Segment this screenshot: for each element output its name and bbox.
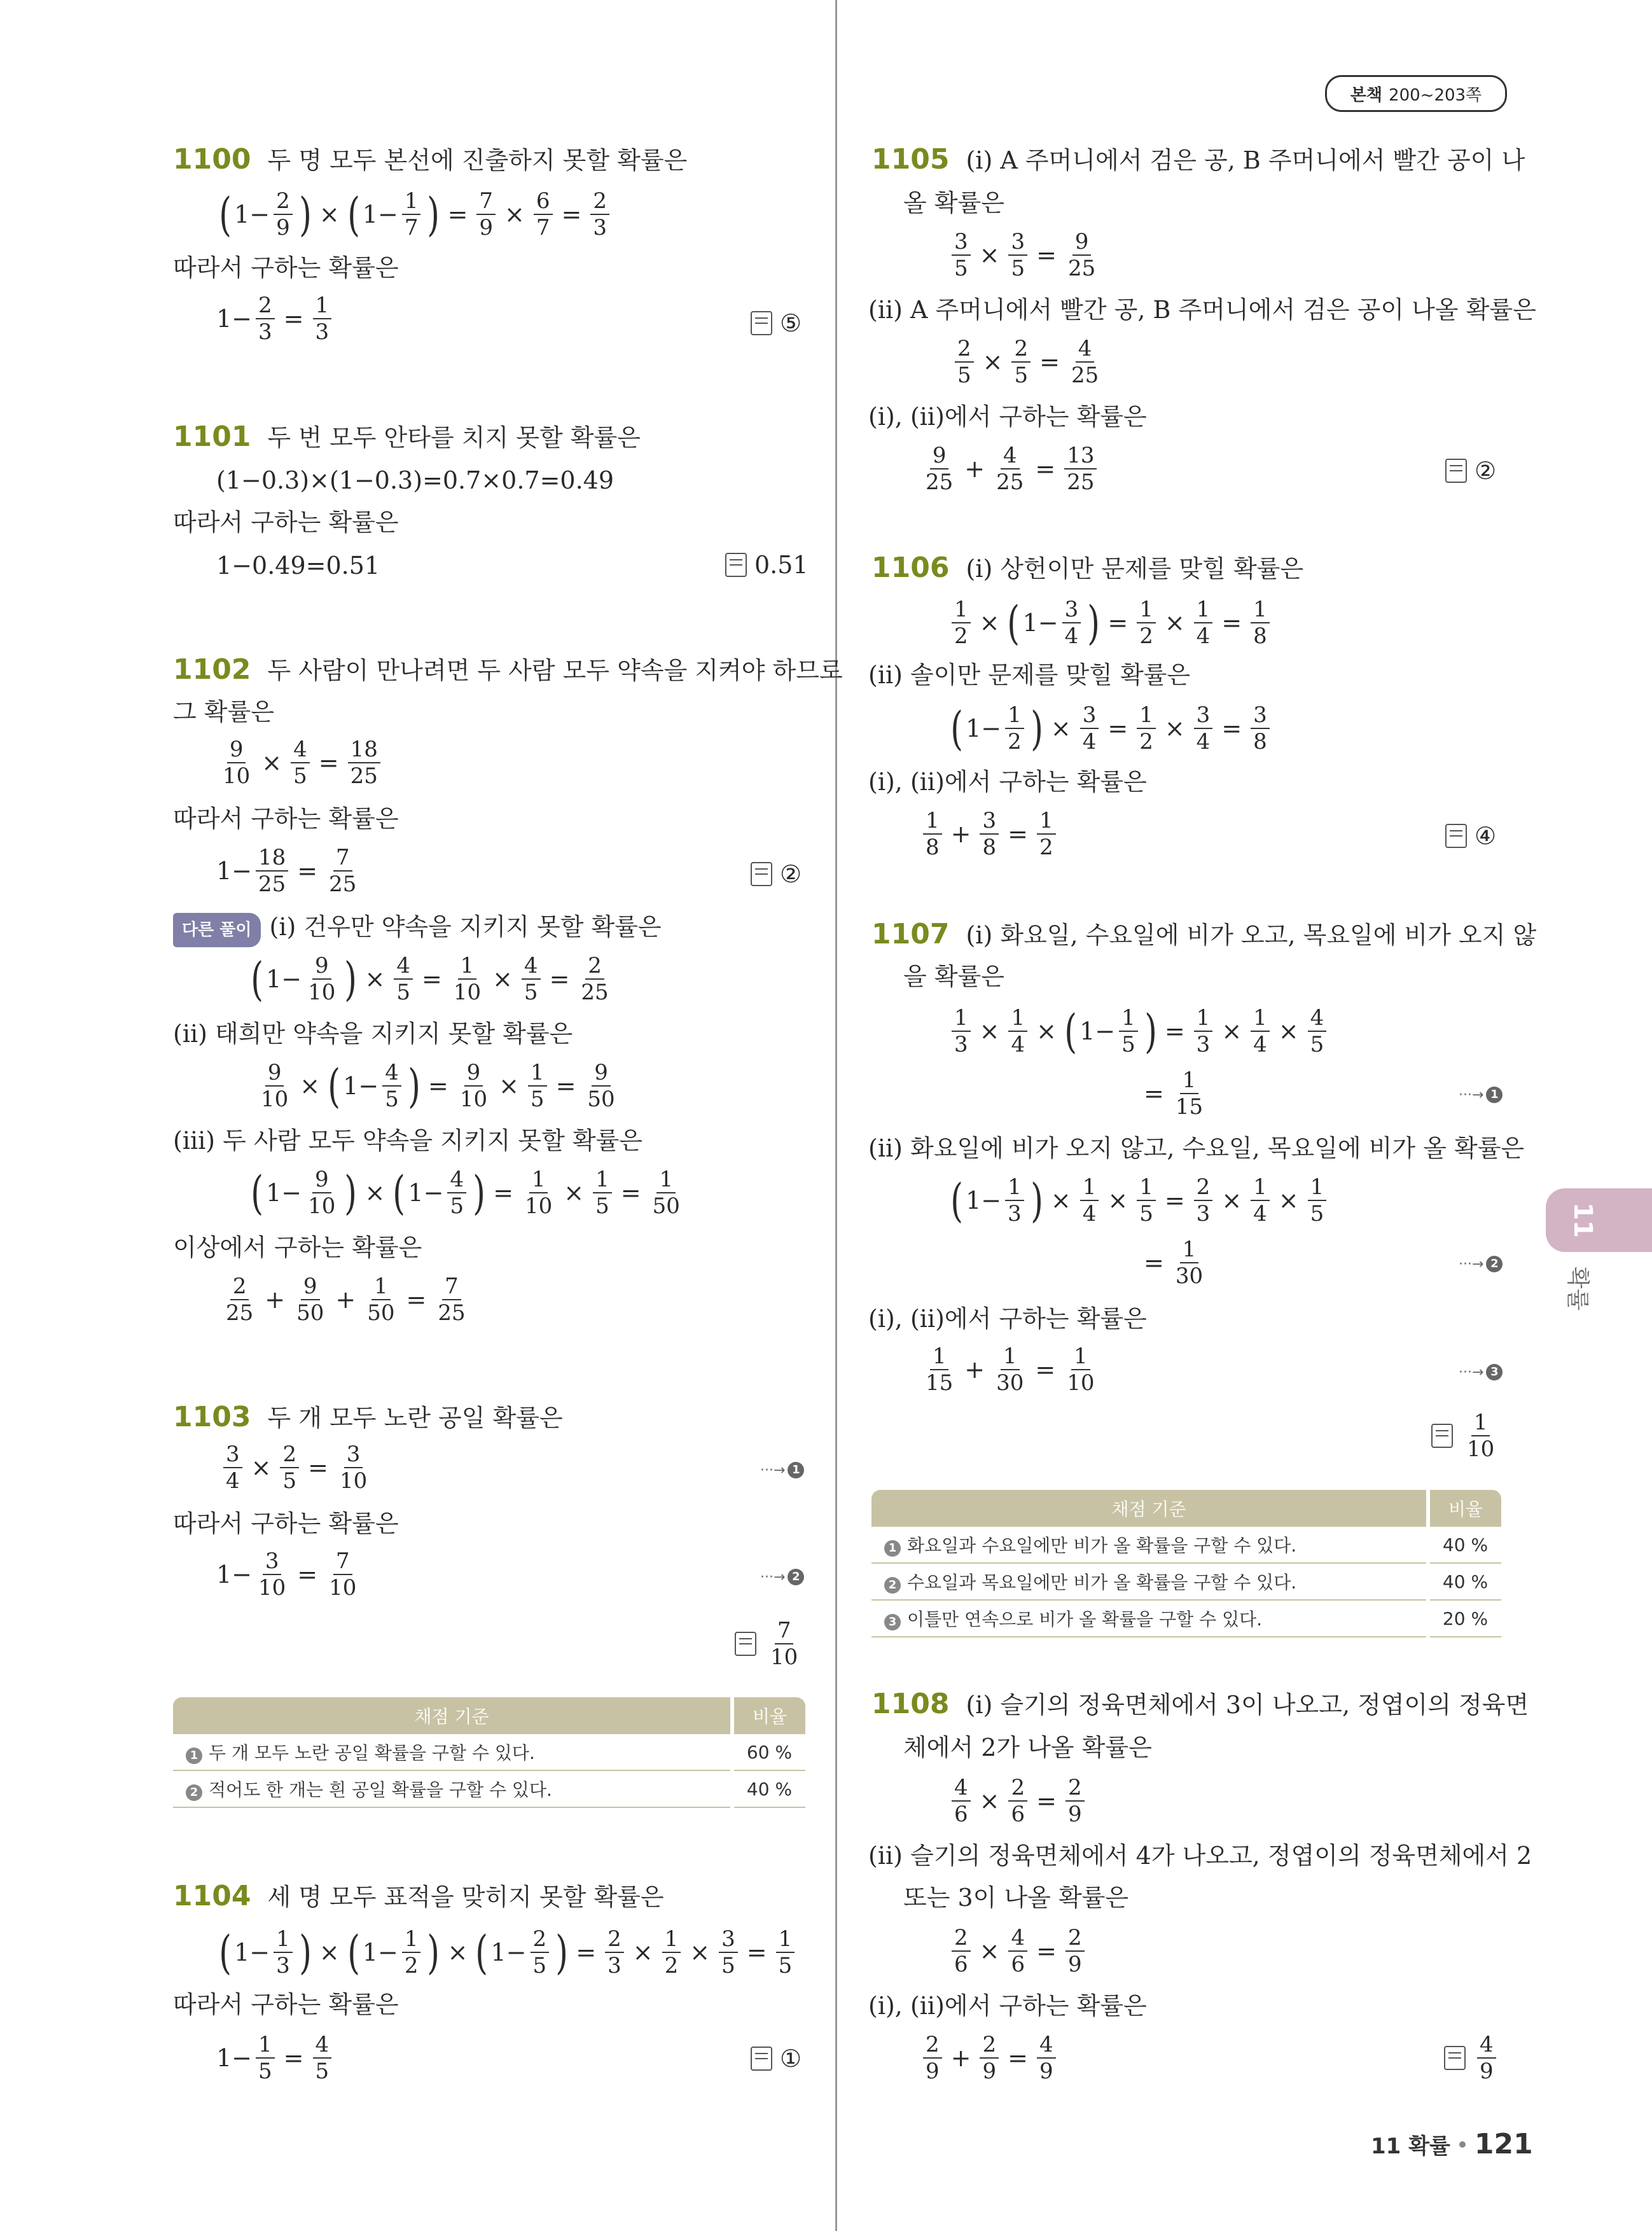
problem-1107-expr3: $\frac{1}{15}$ + $\frac{1}{30}$ = $\frac{1}{10}$: [926, 1344, 1095, 1396]
problem-1102-alt2: (ⅱ) 태희만 약속을 지키지 못할 확률은: [173, 1020, 573, 1048]
problem-text: (ⅰ) 슬기의 정육면체에서 3이 나오고, 정엽이의 정육면: [966, 1691, 1529, 1719]
answer-icon: [1444, 2046, 1466, 2070]
problem-1102-alt2-expr: $\frac{9}{10}$ × ( 1− $\frac{4}{5}$ ) = $\frac{9}{10}$ × $\frac{1}{5}$ = $\frac{9}{50}$: [261, 1059, 615, 1113]
footer-chapter: 11 확률: [1371, 2134, 1450, 2159]
problem-1105-c3: (ⅰ), (ⅱ)에서 구하는 확률은: [868, 403, 1147, 431]
column-divider: [835, 0, 837, 2231]
scoring-table-1107: [871, 1490, 1501, 1637]
answer-icon: [735, 1632, 756, 1656]
step-marker-3: ···→ 3: [1459, 1364, 1503, 1380]
chapter-tab: [1546, 1188, 1652, 1252]
step-marker-1: ···→ 1: [760, 1462, 804, 1478]
answer-1105: [1445, 457, 1496, 485]
problem-1102-intro: [173, 655, 843, 685]
problem-text: (ⅰ) 상헌이만 문제를 맞힐 확률은: [966, 555, 1304, 583]
step-marker-1: ···→ 1: [1459, 1087, 1503, 1103]
answer-value: ①: [780, 2045, 802, 2073]
problem-1106-expr3: $\frac{1}{8}$ + $\frac{3}{8}$ = $\frac{1}{2}$: [919, 809, 1060, 859]
problem-text: 두 개 모두 노란 공일 확률은: [267, 1404, 563, 1432]
answer-1103: $\frac{7}{10}$: [735, 1619, 804, 1669]
problem-1102-alt4: 이상에서 구하는 확률은: [173, 1234, 422, 1261]
problem-1107-expr2: ( 1− $\frac{1}{3}$ ) × $\frac{1}{4}$ × $\frac{1}{5}$ = $\frac{2}{3}$ × $\frac{1}{4}$ × $\frac{1}{5}$: [948, 1176, 1330, 1225]
problem-1105-c1: [871, 145, 1525, 175]
step-marker-2: ···→ 2: [1459, 1256, 1503, 1272]
problem-1102-expr2: 1− $\frac{18}{25}$ = $\frac{7}{25}$: [216, 845, 357, 897]
problem-number: 1102: [173, 653, 251, 686]
problem-text: 세 명 모두 표적을 맞히지 못할 확률은: [267, 1883, 664, 1911]
answer-1100: [751, 309, 802, 337]
problem-1107-c1: [871, 920, 1536, 950]
table-header: 비율: [1428, 1490, 1501, 1527]
problem-1107-expr1b: = $\frac{1}{15}$: [1144, 1067, 1204, 1120]
page-ref-label: 본책: [1350, 85, 1383, 105]
problem-1106-expr2: ( 1− $\frac{1}{2}$ ) × $\frac{3}{4}$ = $\frac{1}{2}$ × $\frac{3}{4}$ = $\frac{3}{8}$: [948, 704, 1274, 753]
problem-1106-expr1: $\frac{1}{2}$ × ( 1− $\frac{3}{4}$ ) = $\frac{1}{2}$ × $\frac{1}{4}$ = $\frac{1}{8}$: [948, 598, 1274, 648]
problem-1101-intro: [173, 422, 641, 452]
problem-1102-alt3: (ⅲ) 두 사람 모두 약속을 지키지 못할 확률은: [173, 1127, 642, 1155]
answer-1106: [1445, 822, 1496, 850]
page-ref-badge: [1325, 75, 1507, 112]
table-row: 3 이틀만 연속으로 비가 올 확률을 구할 수 있다. 20 %: [871, 1600, 1501, 1637]
answer-value: ⑤: [780, 309, 802, 337]
problem-1108-expr3: $\frac{2}{9}$ + $\frac{2}{9}$ = $\frac{4}{9}$: [919, 2033, 1060, 2083]
fraction: $\frac{2}{9}$: [274, 190, 293, 239]
problem-1100-intro: [173, 145, 687, 175]
problem-text: (ⅰ) 화요일, 수요일에 비가 오고, 목요일에 비가 오지 않: [966, 921, 1537, 949]
problem-1102-intro2: 그 확률은: [173, 698, 274, 726]
answer-value: ④: [1475, 822, 1497, 850]
problem-number: 1107: [871, 918, 950, 950]
problem-1103-intro: [173, 1403, 563, 1433]
scoring-table-1103: [173, 1697, 805, 1808]
answer-1107: $\frac{1}{10}$: [1431, 1411, 1501, 1461]
step-marker-2: ···→ 2: [760, 1569, 804, 1585]
footer-dot: [1459, 2141, 1466, 2148]
footer: [1371, 2128, 1533, 2160]
problem-text: (ⅰ) A 주머니에서 검은 공, B 주머니에서 빨간 공이 나: [966, 146, 1525, 174]
problem-1107-expr1: $\frac{1}{3}$ × $\frac{1}{4}$ × ( 1− $\frac{1}{5}$ ) = $\frac{1}{3}$ × $\frac{1}{4}$ × $\frac{4}{5}$: [948, 1006, 1330, 1056]
problem-1108-c2: (ⅱ) 슬기의 정육면체에서 4가 나오고, 정엽이의 정육면체에서 2: [868, 1842, 1532, 1870]
problem-1107-c3: (ⅰ), (ⅱ)에서 구하는 확률은: [868, 1305, 1147, 1333]
answer-value: ②: [1475, 457, 1497, 485]
problem-1108-expr2: $\frac{2}{6}$ × $\frac{4}{6}$ = $\frac{2}{9}$: [948, 1926, 1088, 1976]
problem-1105-c2: (ⅱ) A 주머니에서 빨간 공, B 주머니에서 검은 공이 나올 확률은: [868, 296, 1536, 324]
problem-1104-expr1: ( 1− $\frac{1}{3}$ ) × ( 1− $\frac{1}{2}$ ) × ( 1− $\frac{2}{5}$ ) = $\frac{2}{3}$ × $\frac{1}{2}$ × $\frac{3}{5}$ = $\frac{1}{5}$: [216, 1928, 798, 1977]
answer-value: 0.51: [754, 551, 809, 579]
answer-1101: [725, 551, 809, 579]
problem-number: 1101: [173, 420, 251, 453]
table-header: 비율: [732, 1697, 805, 1734]
answer-1108: $\frac{4}{9}$: [1444, 2033, 1500, 2083]
answer-value: ②: [780, 860, 802, 888]
footer-page: 121: [1474, 2128, 1533, 2160]
problem-1102-alt3-expr: ( 1− $\frac{9}{10}$ ) × ( 1− $\frac{4}{5}$ ) = $\frac{1}{10}$ × $\frac{1}{5}$ = $\frac{1}{50}$: [251, 1166, 680, 1220]
problem-1106-c1: [871, 553, 1303, 583]
problem-1102-then: 따라서 구하는 확률은: [173, 805, 399, 833]
problem-1103-then: 따라서 구하는 확률은: [173, 1510, 399, 1538]
problem-1101-expr2: 1−0.49=0.51: [216, 552, 380, 580]
fraction: $\frac{1}{7}$: [402, 190, 421, 239]
table-row: 2 적어도 한 개는 흰 공일 확률을 구할 수 있다. 40 %: [173, 1770, 805, 1807]
problem-1102-alt1: [173, 912, 662, 947]
problem-1108-c2b: 또는 3이 나올 확률은: [903, 1884, 1129, 1912]
page-ref-pages: 200~203쪽: [1389, 85, 1482, 105]
problem-text: 두 명 모두 본선에 진출하지 못할 확률은: [267, 146, 688, 174]
problem-1105-expr2: $\frac{2}{5}$ × $\frac{2}{5}$ = $\frac{4}{25}$: [951, 337, 1105, 387]
problem-1107-expr2b: = $\frac{1}{30}$: [1144, 1237, 1204, 1289]
problem-text: 두 번 모두 안타를 치지 못할 확률은: [267, 424, 641, 452]
table-row: 1 두 개 모두 노란 공일 확률을 구할 수 있다. 60 %: [173, 1734, 805, 1770]
problem-number: 1100: [173, 143, 251, 176]
problem-1102-alt1-expr: ( 1− $\frac{9}{10}$ ) × $\frac{4}{5}$ = $\frac{1}{10}$ × $\frac{4}{5}$ = $\frac{2}{25}$: [251, 952, 609, 1006]
problem-1102-expr1: $\frac{9}{10}$ × $\frac{4}{5}$ = $\frac{18}{25}$: [216, 738, 384, 788]
problem-1101-then: 따라서 구하는 확률은: [173, 508, 399, 536]
problem-1106-c3: (ⅰ), (ⅱ)에서 구하는 확률은: [868, 768, 1147, 796]
chapter-tab-number: 11: [1567, 1202, 1597, 1238]
problem-number: 1105: [871, 143, 950, 176]
problem-1102-alt4-expr: $\frac{2}{25}$ + $\frac{9}{50}$ + $\frac{1}{50}$ = $\frac{7}{25}$: [226, 1274, 466, 1326]
problem-1108-c1b: 체에서 2가 나올 확률은: [903, 1734, 1152, 1762]
problem-1104-then: 따라서 구하는 확률은: [173, 1991, 399, 2019]
problem-1106-c2: (ⅱ) 솔이만 문제를 맞힐 확률은: [868, 661, 1191, 689]
table-header: 채점 기준: [871, 1490, 1428, 1527]
problem-1103-expr1: $\frac{3}{4}$ × $\frac{2}{5}$ = $\frac{3}{10}$: [219, 1443, 373, 1492]
problem-1108-expr1: $\frac{4}{6}$ × $\frac{2}{6}$ = $\frac{2}{9}$: [948, 1776, 1088, 1826]
answer-icon: [1445, 824, 1467, 848]
alt-text: (ⅰ) 건우만 약속을 지키지 못할 확률은: [269, 913, 662, 941]
answer-icon: [751, 2047, 772, 2071]
problem-1100-then: 따라서 구하는 확률은: [173, 254, 399, 282]
alt-solution-badge: 다른 풀이: [173, 913, 261, 947]
table-header: 채점 기준: [173, 1697, 732, 1734]
problem-number: 1108: [871, 1688, 950, 1720]
answer-icon: [751, 311, 772, 335]
answer-1104: [751, 2045, 802, 2073]
problem-text: 두 사람이 만나려면 두 사람 모두 약속을 지켜야 하므로: [267, 657, 843, 685]
answer-icon: [1431, 1424, 1453, 1448]
problem-1105-expr3: $\frac{9}{25}$ + $\frac{4}{25}$ = $\frac{13}{25}$: [919, 444, 1100, 494]
answer-icon: [725, 553, 747, 577]
problem-1107-c1b: 을 확률은: [903, 963, 1004, 990]
problem-1108-c3: (ⅰ), (ⅱ)에서 구하는 확률은: [868, 1992, 1147, 2020]
chapter-tab-label: 확률: [1564, 1266, 1591, 1311]
problem-number: 1104: [173, 1880, 251, 1912]
problem-number: 1106: [871, 552, 950, 584]
problem-1101-expr1: (1−0.3)×(1−0.3)=0.7×0.7=0.49: [216, 466, 614, 494]
table-row: 1 화요일과 수요일에만 비가 올 확률을 구할 수 있다. 40 %: [871, 1527, 1501, 1563]
problem-1104-expr2: 1− $\frac{1}{5}$ = $\frac{4}{5}$: [216, 2033, 335, 2083]
problem-1105-expr1: $\frac{3}{5}$ × $\frac{3}{5}$ = $\frac{9}{25}$: [948, 230, 1102, 280]
problem-1103-expr2: 1− $\frac{3}{10}$ = $\frac{7}{10}$: [216, 1548, 357, 1601]
answer-1102: [751, 860, 802, 888]
problem-number: 1103: [173, 1401, 251, 1433]
problem-1100-expr2: 1− $\frac{2}{3}$ = $\frac{1}{3}$: [216, 294, 335, 344]
problem-1100-expr1: ( 1− $\frac{2}{9}$ ) × ( 1− $\frac{1}{7}$ ) = $\frac{7}{9}$ × $\frac{6}{7}$ = $\frac{2}{3}$: [216, 190, 613, 239]
answer-icon: [751, 862, 772, 886]
problem-1108-c1: [871, 1690, 1529, 1720]
table-row: 2 수요일과 목요일에만 비가 올 확률을 구할 수 있다. 40 %: [871, 1563, 1501, 1600]
problem-1107-c2: (ⅱ) 화요일에 비가 오지 않고, 수요일, 목요일에 비가 올 확률은: [868, 1134, 1525, 1162]
problem-1105-c1b: 올 확률은: [903, 189, 1004, 217]
problem-1104-intro: [173, 1882, 664, 1912]
answer-icon: [1445, 459, 1467, 483]
